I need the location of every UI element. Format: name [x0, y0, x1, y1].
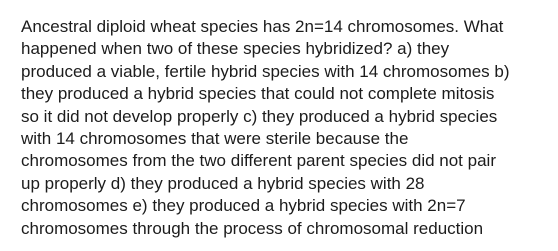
question-line: chromosomes through the process of chromosomal reduction	[21, 218, 484, 238]
question-line: with 14 chromosomes that were sterile because the	[21, 129, 409, 149]
question-line: up properly d) they produced a hybrid species with 28	[21, 173, 425, 193]
question-line: happened when two of these species hybridized? a) they	[21, 39, 450, 59]
question-text	[21, 16, 541, 240]
question-line: produced a viable, fertile hybrid species with 14 chromosomes b)	[21, 61, 510, 81]
question-line: they produced a hybrid species that could not complete mitosis	[21, 84, 495, 104]
question-line: chromosomes from the two different parent species did not pair	[21, 151, 496, 171]
question-line: chromosomes e) they produced a hybrid species with 2n=7	[21, 196, 466, 216]
question-line: so it did not develop properly c) they produced a hybrid species	[21, 106, 498, 126]
question-line: Ancestral diploid wheat species has 2n=14 chromosomes. What	[21, 17, 504, 36]
